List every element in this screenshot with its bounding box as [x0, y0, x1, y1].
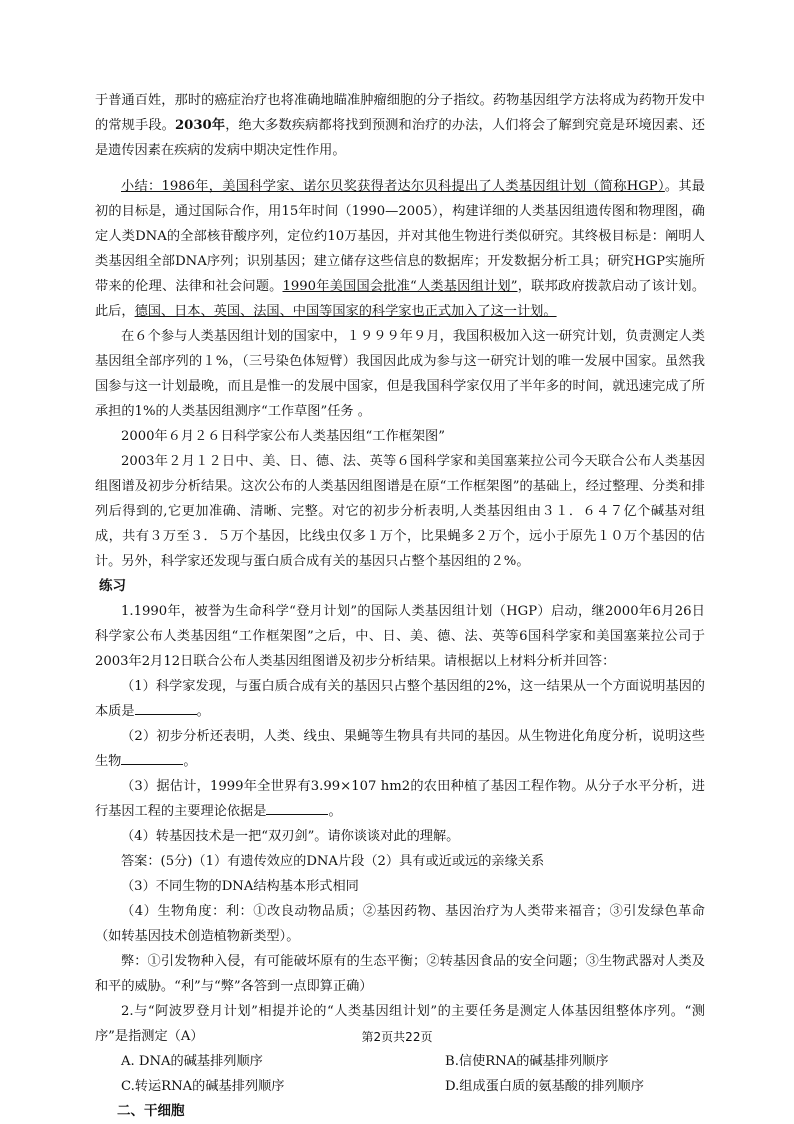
question-1-intro: 1.1990年，被誉为生命科学“登月计划”的国际人类基因组计划（HGP）启动，继2000年6月26日科学家公布人类基因组“工作框架图”之后，中、日、美、德、法、英等6国科学家和美国塞莱拉公司于2003年2月12日联合公布人类基因组图谱及初步分析结果。请根据以上材料分析并回答： [95, 604, 705, 669]
china-paragraph: 在６个参与人类基因组计划的国家中，１９９９年９月，我国积极加入这一研究计划，负责测定人类基因组全部序列的１%，（三号染色体短臂）我国因此成为参与这一研究计划的唯一发展中国家。虽然我国参与这一计划最晚，而且是惟一的发展中国家，但是我国科学家仅用了半年多的时间，就迅速完成了所承担的1%的人类基因组测序“工作草图”任务 。 [95, 329, 705, 419]
q1-1-period: 。 [196, 704, 210, 719]
intro-year: 2030年 [175, 118, 226, 133]
answer-blank[interactable] [121, 750, 183, 765]
summary-text-2: ，联邦政府拨款启动了该计划。此后， [95, 279, 706, 319]
option-d[interactable]: D.组成蛋白质的氨基酸的排列顺序 [445, 1079, 644, 1094]
answer-line-2: （3）不同生物的DNA结构基本形式相同 [121, 879, 359, 894]
practice-heading: 练习 [99, 578, 126, 594]
draft-line: 2000年６月２６日科学家公布人类基因组“工作框架图” [121, 429, 445, 444]
q1-3-period: 。 [328, 804, 342, 819]
answer-line-4: 弊：①引发物种入侵，有可能破坏原有的生态平衡；②转基因食品的安全问题；③生物武器对人类及和平的威胁。“利”与“弊”各答到一点即算正确） [95, 954, 705, 994]
summary-underlined-3: 德国、日本、英国、法国、中国等国家的科学家也正式加入了这一计划。 [134, 304, 557, 319]
answer-line-1: 答案：(5分)（1）有遗传效应的DNA片段（2）具有或近或远的亲缘关系 [121, 854, 545, 869]
option-b[interactable]: B.信使RNA的碱基排列顺序 [445, 1054, 609, 1069]
options-row-2 [95, 1074, 705, 1099]
answer-line-3: （4）生物角度：利：①改良动物品质；②基因药物、基因治疗为人类带来福音；③引发绿色革命（如转基因技术创造植物新类型）。 [95, 904, 705, 944]
answer-blank[interactable] [266, 800, 328, 815]
summary-underlined-2: 1990年美国国会批准“人类基因组计划” [282, 279, 518, 294]
q1-1-text: （1）科学家发现，与蛋白质合成有关的基因只占整个基因组的2%，这一结果从一个方面说明基因的本质是 [95, 679, 705, 719]
options-row-1 [95, 1049, 705, 1074]
question-1-part-2 [95, 724, 705, 774]
intro-paragraph [95, 88, 705, 163]
question-2: 2.与“阿波罗登月计划”相提并论的“人类基因组计划”的主要任务是测定人体基因组整体序列。“测序”是指测定（A） [95, 1004, 705, 1044]
q1-2-text: （2）初步分析还表明，人类、线虫、果蝇等生物具有共同的基因。从生物进化角度分析，说明这些生物 [95, 729, 705, 769]
answer-blank[interactable] [135, 700, 197, 715]
summary-label: 小结：1986年，美国科学家、诺尔贝奖获得者达尔贝科提出了人类基因组计划（简称HGP） [121, 179, 665, 194]
question-1-part-3 [95, 774, 705, 824]
question-1-part-1 [95, 674, 705, 724]
summary-text-1: 。其最初的目标是，通过国际合作，用15年时间（1990—2005），构建详细的人类基因组遗传图和物理图，确定人类DNA的全部核苷酸序列，定位约10万基因，并对其他生物进行类似研究。其终极目标是：阐明人类基因组全部DNA序列；识别基因；建立储存这些信息的数据库；开发数据分析工具；研究HGP实施所带来的伦理、法律和社会问题。 [95, 179, 705, 294]
q1-2-period: 。 [183, 754, 197, 769]
option-a[interactable]: A. DNA的碱基排列顺序 [121, 1054, 263, 1069]
q1-3-text: （3）据估计，1999年全世界有3.99×107 hm2的农田种植了基因工程作物。从分子水平分析，进行基因工程的主要理论依据是 [95, 779, 705, 819]
intro-text-2: ，绝大多数疾病都将找到预测和治疗的办法，人们将会了解到究竟是环境因素、还是遗传因素在疾病的发病中期决定性作用。 [95, 118, 705, 158]
summary-paragraph [95, 174, 705, 324]
page-footer: 第2页共22页 [361, 1030, 433, 1044]
option-c[interactable]: C.转运RNA的碱基排列顺序 [121, 1079, 285, 1094]
section-heading-stem-cells: 二、干细胞 [117, 1103, 185, 1119]
intro-text-1: 于普通百姓，那时的癌症治疗也将准确地瞄准肿瘤细胞的分子指纹。药物基因组学方法将成为药物开发中的常规手段。 [95, 93, 705, 133]
question-1-part-4: （4）转基因技术是一把“双刃剑”。请你谈谈对此的理解。 [121, 829, 460, 844]
document-body [95, 88, 705, 1124]
feb-paragraph: 2003年２月１２日中、美、日、德、法、英等６国科学家和美国塞莱拉公司今天联合公布人类基因组图谱及初步分析结果。这次公布的人类基因组图谱是在原“工作框架图”的基础上，经过整理、分类和排列后得到的,它更加准确、清晰、完整。对它的初步分析表明,人类基因组由３１．６４７亿个碱基对组成，共有３万至３．５万个基因，比线虫仅多１万个，比果蝇多２万个，远小于原先１０万个基因的估计。另外，科学家还发现与蛋白质合成有关的基因只占整个基因组的２%。 [95, 454, 705, 569]
